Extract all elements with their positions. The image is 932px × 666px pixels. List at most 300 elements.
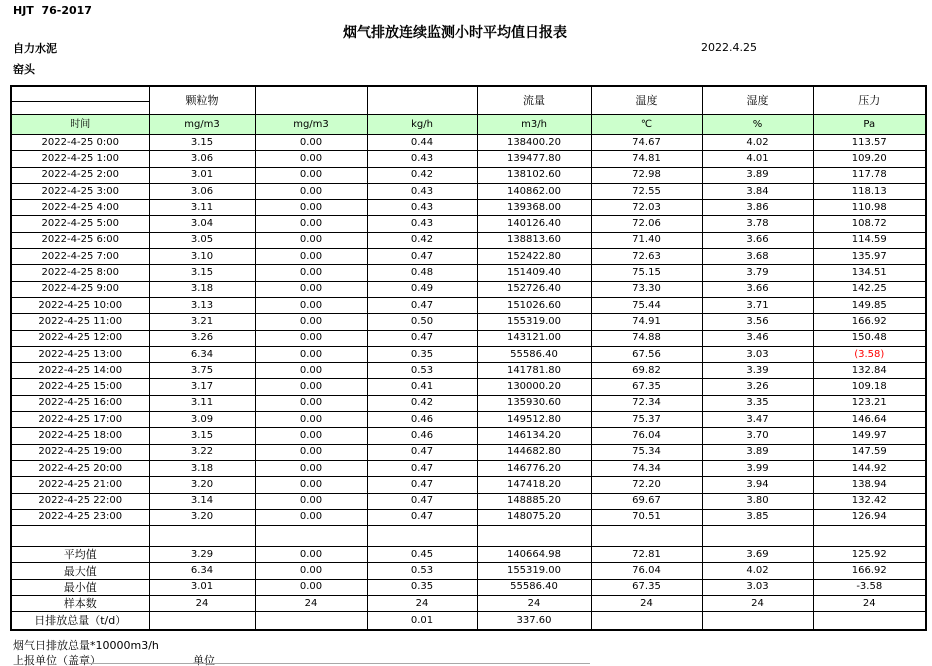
time-cell: 2022-4-25 5:00 bbox=[11, 216, 149, 232]
summary-value-cell: 24 bbox=[149, 596, 255, 612]
value-cell: 0.47 bbox=[367, 444, 477, 460]
blank-cell bbox=[477, 526, 591, 547]
time-cell: 2022-4-25 0:00 bbox=[11, 135, 149, 151]
value-cell: 110.98 bbox=[813, 200, 926, 216]
value-cell: 0.00 bbox=[255, 395, 367, 411]
blank-row bbox=[11, 526, 926, 547]
emissions-table bbox=[10, 85, 927, 631]
value-cell: 3.75 bbox=[149, 363, 255, 379]
blank-cell bbox=[702, 526, 813, 547]
blank-cell bbox=[591, 526, 702, 547]
value-cell: 139477.80 bbox=[477, 151, 591, 167]
time-cell: 2022-4-25 18:00 bbox=[11, 428, 149, 444]
value-cell: 74.67 bbox=[591, 135, 702, 151]
value-cell: 69.67 bbox=[591, 493, 702, 509]
value-cell: 0.00 bbox=[255, 167, 367, 183]
value-cell: 0.47 bbox=[367, 493, 477, 509]
summary-value-cell: 3.69 bbox=[702, 547, 813, 563]
value-cell: 3.20 bbox=[149, 477, 255, 493]
value-cell: 114.59 bbox=[813, 232, 926, 248]
time-cell: 2022-4-25 19:00 bbox=[11, 444, 149, 460]
value-cell: 140862.00 bbox=[477, 183, 591, 199]
value-cell: 117.78 bbox=[813, 167, 926, 183]
value-cell: 0.00 bbox=[255, 216, 367, 232]
summary-value-cell bbox=[702, 612, 813, 631]
table-row bbox=[11, 232, 926, 248]
group-header-cell: 温度 bbox=[591, 86, 702, 115]
value-cell: 0.00 bbox=[255, 265, 367, 281]
value-cell: 0.00 bbox=[255, 363, 367, 379]
value-cell: 73.30 bbox=[591, 281, 702, 297]
value-cell: 75.34 bbox=[591, 444, 702, 460]
blank-cell bbox=[255, 526, 367, 547]
value-cell: 3.71 bbox=[702, 297, 813, 313]
summary-value-cell: 24 bbox=[591, 596, 702, 612]
value-cell: 3.18 bbox=[149, 460, 255, 476]
summary-value-cell: 3.03 bbox=[702, 579, 813, 595]
value-cell: 146134.20 bbox=[477, 428, 591, 444]
value-cell: 0.00 bbox=[255, 477, 367, 493]
value-cell: 3.46 bbox=[702, 330, 813, 346]
value-cell: 74.91 bbox=[591, 314, 702, 330]
value-cell: 0.00 bbox=[255, 493, 367, 509]
header-split-line bbox=[12, 101, 149, 102]
unit-header-cell: 时间 bbox=[11, 115, 149, 135]
value-cell: 3.15 bbox=[149, 428, 255, 444]
summary-label-cell: 最小值 bbox=[11, 579, 149, 595]
time-cell: 2022-4-25 11:00 bbox=[11, 314, 149, 330]
value-cell: 67.35 bbox=[591, 379, 702, 395]
table-row bbox=[11, 135, 926, 151]
value-cell: 3.99 bbox=[702, 460, 813, 476]
value-cell: 72.98 bbox=[591, 167, 702, 183]
table-row bbox=[11, 167, 926, 183]
value-cell: 0.00 bbox=[255, 428, 367, 444]
time-cell: 2022-4-25 14:00 bbox=[11, 363, 149, 379]
summary-label-cell: 样本数 bbox=[11, 596, 149, 612]
value-cell: 3.11 bbox=[149, 395, 255, 411]
time-cell: 2022-4-25 6:00 bbox=[11, 232, 149, 248]
unit-header-cell: kg/h bbox=[367, 115, 477, 135]
value-cell: 108.72 bbox=[813, 216, 926, 232]
value-cell: 0.53 bbox=[367, 363, 477, 379]
group-header-cell bbox=[367, 86, 477, 115]
value-cell: 3.20 bbox=[149, 509, 255, 525]
value-cell: 144682.80 bbox=[477, 444, 591, 460]
value-cell: 3.10 bbox=[149, 249, 255, 265]
table-row bbox=[11, 444, 926, 460]
table-row bbox=[11, 183, 926, 199]
value-cell: 0.42 bbox=[367, 395, 477, 411]
unit-header-row bbox=[11, 115, 926, 135]
value-cell: 3.11 bbox=[149, 200, 255, 216]
value-cell: 0.35 bbox=[367, 346, 477, 362]
value-cell: 0.43 bbox=[367, 183, 477, 199]
value-cell: 3.26 bbox=[702, 379, 813, 395]
summary-row bbox=[11, 547, 926, 563]
value-cell: 75.44 bbox=[591, 297, 702, 313]
value-cell: 0.47 bbox=[367, 330, 477, 346]
bottom-divider-line bbox=[85, 663, 590, 664]
unit-header-cell: mg/m3 bbox=[255, 115, 367, 135]
summary-row bbox=[11, 563, 926, 579]
table-row bbox=[11, 297, 926, 313]
value-cell: 0.00 bbox=[255, 281, 367, 297]
summary-value-cell: 72.81 bbox=[591, 547, 702, 563]
time-cell: 2022-4-25 16:00 bbox=[11, 395, 149, 411]
blank-cell bbox=[367, 526, 477, 547]
value-cell: 146776.20 bbox=[477, 460, 591, 476]
time-cell: 2022-4-25 12:00 bbox=[11, 330, 149, 346]
group-header-row bbox=[11, 86, 926, 115]
value-cell: 118.13 bbox=[813, 183, 926, 199]
time-cell: 2022-4-25 9:00 bbox=[11, 281, 149, 297]
time-cell: 2022-4-25 20:00 bbox=[11, 460, 149, 476]
value-cell: 123.21 bbox=[813, 395, 926, 411]
value-cell: 148075.20 bbox=[477, 509, 591, 525]
value-cell: 144.92 bbox=[813, 460, 926, 476]
value-cell: 55586.40 bbox=[477, 346, 591, 362]
summary-value-cell: 166.92 bbox=[813, 563, 926, 579]
value-cell: 152422.80 bbox=[477, 249, 591, 265]
value-cell: 74.34 bbox=[591, 460, 702, 476]
table-row bbox=[11, 412, 926, 428]
value-cell: 0.47 bbox=[367, 460, 477, 476]
value-cell: 3.56 bbox=[702, 314, 813, 330]
value-cell: 134.51 bbox=[813, 265, 926, 281]
time-cell: 2022-4-25 21:00 bbox=[11, 477, 149, 493]
value-cell: 3.70 bbox=[702, 428, 813, 444]
table-body bbox=[11, 135, 926, 631]
value-cell: 3.79 bbox=[702, 265, 813, 281]
value-cell: 148885.20 bbox=[477, 493, 591, 509]
value-cell: 3.15 bbox=[149, 265, 255, 281]
value-cell: 71.40 bbox=[591, 232, 702, 248]
value-cell: 0.43 bbox=[367, 200, 477, 216]
summary-row bbox=[11, 579, 926, 595]
summary-value-cell: 337.60 bbox=[477, 612, 591, 631]
table-row bbox=[11, 460, 926, 476]
value-cell: 3.06 bbox=[149, 151, 255, 167]
value-cell: 0.00 bbox=[255, 297, 367, 313]
summary-value-cell: 0.00 bbox=[255, 579, 367, 595]
summary-value-cell: 0.53 bbox=[367, 563, 477, 579]
summary-value-cell: 3.29 bbox=[149, 547, 255, 563]
value-cell: 74.88 bbox=[591, 330, 702, 346]
company-name: 自力水泥 bbox=[13, 42, 57, 55]
value-cell: 75.15 bbox=[591, 265, 702, 281]
value-cell: 109.20 bbox=[813, 151, 926, 167]
summary-label-cell: 日排放总量（t/d） bbox=[11, 612, 149, 631]
summary-value-cell bbox=[149, 612, 255, 631]
value-cell: 72.63 bbox=[591, 249, 702, 265]
table-row bbox=[11, 249, 926, 265]
value-cell: 3.66 bbox=[702, 281, 813, 297]
value-cell: 0.46 bbox=[367, 428, 477, 444]
value-cell: 3.80 bbox=[702, 493, 813, 509]
value-cell: 3.05 bbox=[149, 232, 255, 248]
summary-value-cell: 125.92 bbox=[813, 547, 926, 563]
footer-total-note: 烟气日排放总量*10000m3/h bbox=[13, 639, 159, 652]
value-cell: 0.00 bbox=[255, 444, 367, 460]
value-cell: 149512.80 bbox=[477, 412, 591, 428]
time-cell: 2022-4-25 1:00 bbox=[11, 151, 149, 167]
summary-value-cell: 155319.00 bbox=[477, 563, 591, 579]
summary-value-cell: 24 bbox=[255, 596, 367, 612]
time-cell: 2022-4-25 4:00 bbox=[11, 200, 149, 216]
table-row bbox=[11, 265, 926, 281]
summary-value-cell: 24 bbox=[477, 596, 591, 612]
value-cell: 0.47 bbox=[367, 249, 477, 265]
value-cell: 0.00 bbox=[255, 232, 367, 248]
value-cell: 130000.20 bbox=[477, 379, 591, 395]
summary-value-cell: -3.58 bbox=[813, 579, 926, 595]
table-row bbox=[11, 281, 926, 297]
blank-cell bbox=[813, 526, 926, 547]
value-cell: 0.00 bbox=[255, 200, 367, 216]
value-cell: 147418.20 bbox=[477, 477, 591, 493]
value-cell: 6.34 bbox=[149, 346, 255, 362]
time-cell: 2022-4-25 23:00 bbox=[11, 509, 149, 525]
value-cell: 3.47 bbox=[702, 412, 813, 428]
time-cell: 2022-4-25 10:00 bbox=[11, 297, 149, 313]
value-cell: 0.00 bbox=[255, 314, 367, 330]
value-cell: 3.39 bbox=[702, 363, 813, 379]
unit-header-cell: Pa bbox=[813, 115, 926, 135]
footer-unit-label: 单位 bbox=[193, 654, 215, 666]
value-cell: 0.48 bbox=[367, 265, 477, 281]
group-header-cell: 颗粒物 bbox=[149, 86, 255, 115]
value-cell: 0.47 bbox=[367, 477, 477, 493]
value-cell: 0.00 bbox=[255, 330, 367, 346]
value-cell: 135930.60 bbox=[477, 395, 591, 411]
time-cell: 2022-4-25 15:00 bbox=[11, 379, 149, 395]
value-cell: 0.47 bbox=[367, 297, 477, 313]
page-title: 烟气排放连续监测小时平均值日报表 bbox=[343, 25, 567, 41]
table-row bbox=[11, 363, 926, 379]
value-cell: 0.42 bbox=[367, 167, 477, 183]
value-cell: 150.48 bbox=[813, 330, 926, 346]
value-cell: 0.00 bbox=[255, 509, 367, 525]
time-group-header-cell bbox=[11, 86, 149, 115]
unit-header-cell: m3/h bbox=[477, 115, 591, 135]
group-header-cell bbox=[255, 86, 367, 115]
value-cell: 74.81 bbox=[591, 151, 702, 167]
summary-value-cell: 4.02 bbox=[702, 563, 813, 579]
value-cell: 0.46 bbox=[367, 412, 477, 428]
value-cell: 0.00 bbox=[255, 379, 367, 395]
value-cell: 0.00 bbox=[255, 151, 367, 167]
value-cell: 155319.00 bbox=[477, 314, 591, 330]
summary-value-cell: 55586.40 bbox=[477, 579, 591, 595]
summary-value-cell: 0.45 bbox=[367, 547, 477, 563]
summary-value-cell: 0.00 bbox=[255, 547, 367, 563]
value-cell: 166.92 bbox=[813, 314, 926, 330]
value-cell: 152726.40 bbox=[477, 281, 591, 297]
value-cell: 3.22 bbox=[149, 444, 255, 460]
value-cell: 4.02 bbox=[702, 135, 813, 151]
value-cell: 3.04 bbox=[149, 216, 255, 232]
table-head bbox=[11, 86, 926, 135]
value-cell: 3.89 bbox=[702, 167, 813, 183]
unit-header-cell: mg/m3 bbox=[149, 115, 255, 135]
value-cell: 72.20 bbox=[591, 477, 702, 493]
table-row bbox=[11, 509, 926, 525]
value-cell: 0.00 bbox=[255, 249, 367, 265]
value-cell: 0.00 bbox=[255, 346, 367, 362]
value-cell: 3.26 bbox=[149, 330, 255, 346]
summary-value-cell: 6.34 bbox=[149, 563, 255, 579]
summary-row bbox=[11, 612, 926, 631]
value-cell: 141781.80 bbox=[477, 363, 591, 379]
summary-label-cell: 最大值 bbox=[11, 563, 149, 579]
value-cell: 3.84 bbox=[702, 183, 813, 199]
value-cell: 0.43 bbox=[367, 151, 477, 167]
value-cell: 3.18 bbox=[149, 281, 255, 297]
value-cell: 67.56 bbox=[591, 346, 702, 362]
value-cell: 3.06 bbox=[149, 183, 255, 199]
time-cell: 2022-4-25 8:00 bbox=[11, 265, 149, 281]
value-cell: 3.85 bbox=[702, 509, 813, 525]
value-cell: 138102.60 bbox=[477, 167, 591, 183]
value-cell: 76.04 bbox=[591, 428, 702, 444]
value-cell: 149.97 bbox=[813, 428, 926, 444]
summary-value-cell: 0.35 bbox=[367, 579, 477, 595]
value-cell: 147.59 bbox=[813, 444, 926, 460]
value-cell: 4.01 bbox=[702, 151, 813, 167]
value-cell: 151409.40 bbox=[477, 265, 591, 281]
summary-value-cell: 24 bbox=[813, 596, 926, 612]
value-cell: 3.13 bbox=[149, 297, 255, 313]
blank-cell bbox=[149, 526, 255, 547]
table-row bbox=[11, 428, 926, 444]
summary-label-cell: 平均值 bbox=[11, 547, 149, 563]
value-cell: 69.82 bbox=[591, 363, 702, 379]
unit-header-cell: ℃ bbox=[591, 115, 702, 135]
value-cell: 3.01 bbox=[149, 167, 255, 183]
blank-cell bbox=[11, 526, 149, 547]
value-cell: 3.21 bbox=[149, 314, 255, 330]
value-cell: 149.85 bbox=[813, 297, 926, 313]
time-cell: 2022-4-25 3:00 bbox=[11, 183, 149, 199]
summary-value-cell: 3.01 bbox=[149, 579, 255, 595]
value-cell: 0.49 bbox=[367, 281, 477, 297]
value-cell: 109.18 bbox=[813, 379, 926, 395]
value-cell: 75.37 bbox=[591, 412, 702, 428]
value-cell: 0.00 bbox=[255, 460, 367, 476]
value-cell: 139368.00 bbox=[477, 200, 591, 216]
time-cell: 2022-4-25 17:00 bbox=[11, 412, 149, 428]
summary-value-cell bbox=[813, 612, 926, 631]
table-row bbox=[11, 477, 926, 493]
value-cell: 72.03 bbox=[591, 200, 702, 216]
value-cell: 132.42 bbox=[813, 493, 926, 509]
summary-value-cell: 0.00 bbox=[255, 563, 367, 579]
value-cell: 138813.60 bbox=[477, 232, 591, 248]
group-header-cell: 流量 bbox=[477, 86, 591, 115]
value-cell: 151026.60 bbox=[477, 297, 591, 313]
value-cell: 3.89 bbox=[702, 444, 813, 460]
value-cell: 0.41 bbox=[367, 379, 477, 395]
value-cell: 0.00 bbox=[255, 183, 367, 199]
time-cell: 2022-4-25 13:00 bbox=[11, 346, 149, 362]
value-cell: 0.43 bbox=[367, 216, 477, 232]
group-header-cell: 压力 bbox=[813, 86, 926, 115]
table-row bbox=[11, 216, 926, 232]
summary-row bbox=[11, 596, 926, 612]
value-cell: 3.15 bbox=[149, 135, 255, 151]
value-cell: 142.25 bbox=[813, 281, 926, 297]
time-cell: 2022-4-25 2:00 bbox=[11, 167, 149, 183]
value-cell: 0.50 bbox=[367, 314, 477, 330]
value-cell: 3.78 bbox=[702, 216, 813, 232]
value-cell: 126.94 bbox=[813, 509, 926, 525]
value-cell: 146.64 bbox=[813, 412, 926, 428]
value-cell: 3.68 bbox=[702, 249, 813, 265]
summary-value-cell: 24 bbox=[367, 596, 477, 612]
table-row bbox=[11, 151, 926, 167]
value-cell: 0.00 bbox=[255, 412, 367, 428]
table-row bbox=[11, 200, 926, 216]
summary-value-cell: 0.01 bbox=[367, 612, 477, 631]
value-cell: 3.86 bbox=[702, 200, 813, 216]
value-cell: 143121.00 bbox=[477, 330, 591, 346]
table-row bbox=[11, 330, 926, 346]
table-row bbox=[11, 346, 926, 362]
table-row bbox=[11, 395, 926, 411]
value-cell: 113.57 bbox=[813, 135, 926, 151]
standard-code: HJT 76-2017 bbox=[13, 4, 92, 17]
value-cell: 0.47 bbox=[367, 509, 477, 525]
value-cell: 3.09 bbox=[149, 412, 255, 428]
summary-value-cell: 67.35 bbox=[591, 579, 702, 595]
value-cell: 0.00 bbox=[255, 135, 367, 151]
summary-value-cell bbox=[255, 612, 367, 631]
value-cell: 3.94 bbox=[702, 477, 813, 493]
value-cell: 132.84 bbox=[813, 363, 926, 379]
value-cell: 3.35 bbox=[702, 395, 813, 411]
monitor-point-name: 窑头 bbox=[13, 63, 35, 76]
value-cell: 138400.20 bbox=[477, 135, 591, 151]
value-cell: 72.06 bbox=[591, 216, 702, 232]
value-cell: 3.14 bbox=[149, 493, 255, 509]
value-cell: 72.34 bbox=[591, 395, 702, 411]
value-cell: 70.51 bbox=[591, 509, 702, 525]
report-date: 2022.4.25 bbox=[701, 41, 757, 54]
value-cell: 140126.40 bbox=[477, 216, 591, 232]
value-cell: 3.66 bbox=[702, 232, 813, 248]
summary-value-cell: 76.04 bbox=[591, 563, 702, 579]
value-cell: 135.97 bbox=[813, 249, 926, 265]
value-cell: 0.44 bbox=[367, 135, 477, 151]
time-cell: 2022-4-25 7:00 bbox=[11, 249, 149, 265]
table-row bbox=[11, 314, 926, 330]
time-cell: 2022-4-25 22:00 bbox=[11, 493, 149, 509]
table-row bbox=[11, 493, 926, 509]
value-cell: 3.17 bbox=[149, 379, 255, 395]
summary-value-cell: 140664.98 bbox=[477, 547, 591, 563]
group-header-cell: 湿度 bbox=[702, 86, 813, 115]
value-cell: 3.03 bbox=[702, 346, 813, 362]
unit-header-cell: % bbox=[702, 115, 813, 135]
footer-report-unit-label: 上报单位（盖章） bbox=[13, 654, 101, 666]
value-cell: 72.55 bbox=[591, 183, 702, 199]
value-cell: 138.94 bbox=[813, 477, 926, 493]
value-cell: (3.58) bbox=[813, 346, 926, 362]
table-row bbox=[11, 379, 926, 395]
summary-value-cell: 24 bbox=[702, 596, 813, 612]
summary-value-cell bbox=[591, 612, 702, 631]
